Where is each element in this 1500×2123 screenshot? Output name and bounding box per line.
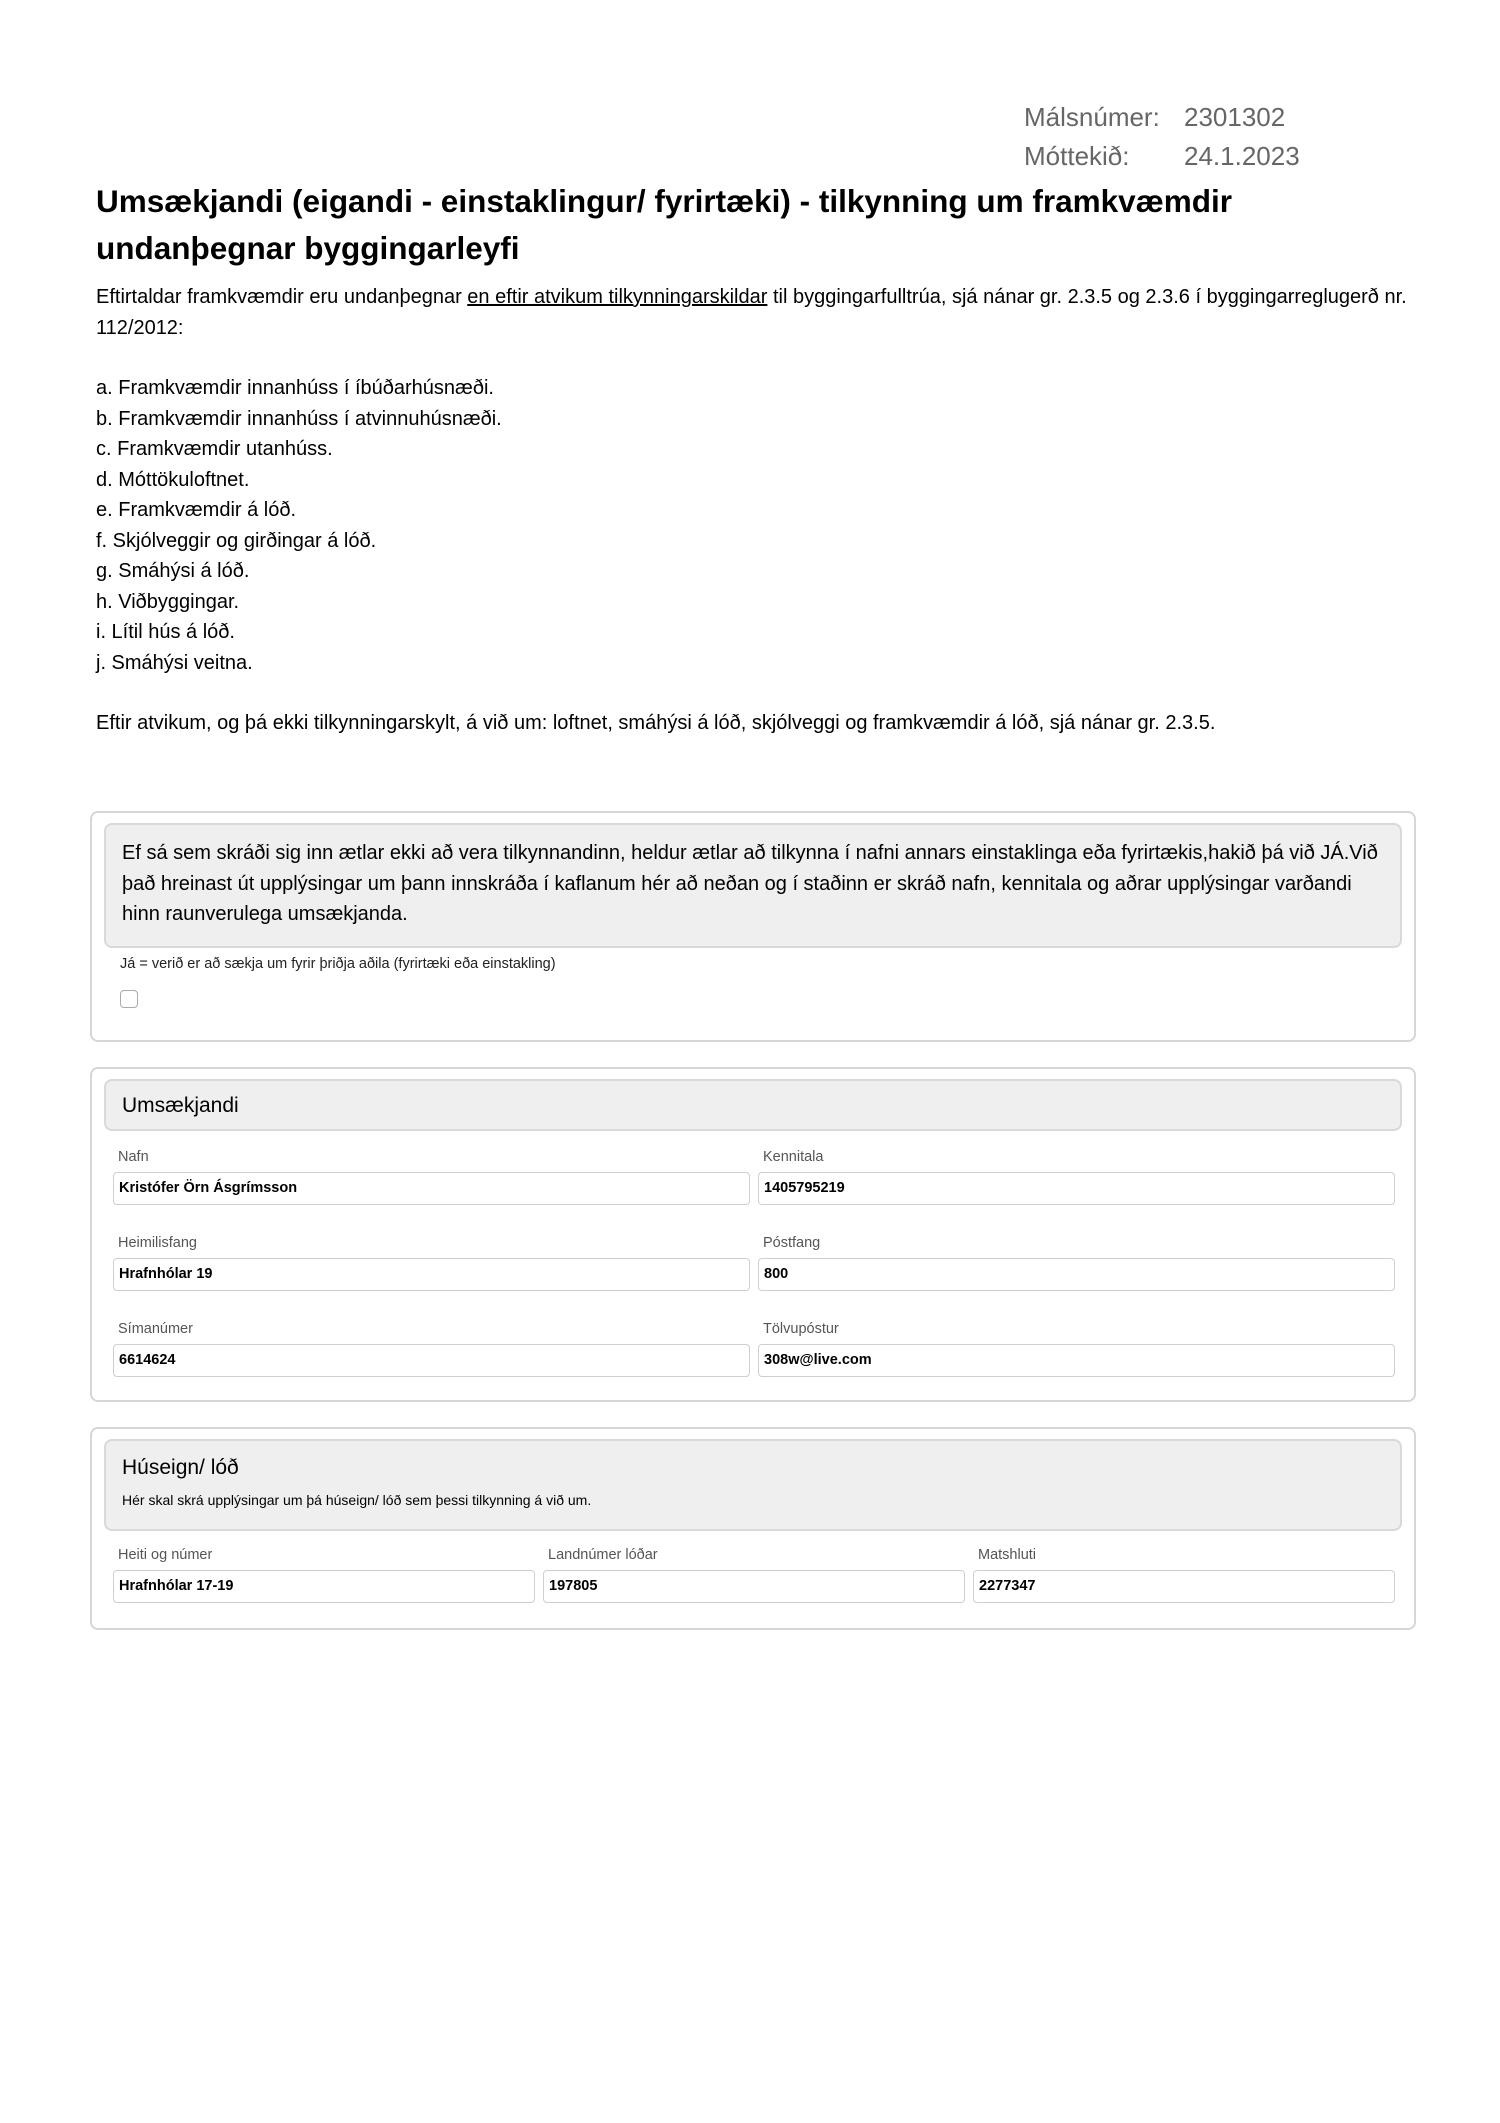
applicant-email-field [758,1321,1395,1377]
notice-text: Ef sá sem skráði sig inn ætlar ekki að vera tilkynnandinn, heldur ætlar að tilkynna í nafni annars einstaklinga eða fyrirtækis,hakið þá við JÁ.Við það hreinast út upplýsingar um þann innskráða í kaflanum hér að neðan og í staðinn er skráð nafn, kennitala og aðrar upplýsingar varðandi hinn raunverulega umsækjanda. [122,842,1378,925]
land-number-field [543,1547,965,1603]
applicant-postal-label: Póstfang [763,1235,821,1251]
applicant-panel [90,1067,1416,1402]
list-item: i. Lítil hús á lóð. [96,621,235,643]
case-number-value: 2301302 [1184,102,1286,132]
intro-footer: Eftir atvikum, og þá ekki tilkynningarskylt, á við um: loftnet, smáhýsi á lóð, skjólveggi og framkvæmdir á lóð, sjá nánar gr. 2.3.5. [96,712,1216,734]
applicant-name-field [113,1149,750,1205]
property-name-field [113,1547,535,1603]
property-title: Húseign/ lóð [122,1456,239,1479]
intro-section [96,282,1416,739]
property-header [104,1439,1402,1531]
property-name-input[interactable]: Hrafnhólar 17-19 [113,1570,535,1603]
applicant-phone-label: Símanúmer [118,1321,193,1337]
applicant-ssn-label: Kennitala [763,1149,824,1165]
property-name-label: Heiti og númer [118,1547,213,1563]
list-item: g. Smáhýsi á lóð. [96,560,250,582]
list-item: c. Framkvæmdir utanhúss. [96,438,333,460]
property-panel [90,1427,1416,1630]
applicant-title: Umsækjandi [122,1094,239,1117]
land-number-input[interactable]: 197805 [543,1570,965,1603]
land-number-label: Landnúmer lóðar [548,1547,658,1563]
assessment-part-input[interactable]: 2277347 [973,1570,1395,1603]
applicant-ssn-field [758,1149,1395,1205]
third-party-checkbox-label: Já = verið er að sækja um fyrir þriðja aðila (fyrirtæki eða einstakling) [120,956,556,972]
intro-underlined-text: en eftir atvikum tilkynningarskildar [467,286,768,308]
applicant-address-label: Heimilisfang [118,1235,197,1251]
page-title: Umsækjandi (eigandi - einstaklingur/ fyrirtæki) - tilkynning um framkvæmdir undanþegnar byggingarleyfi [96,183,1232,266]
assessment-part-field [973,1547,1395,1603]
list-item: d. Móttökuloftnet. [96,468,250,491]
applicant-email-label: Tölvupóstur [763,1321,839,1337]
applicant-name-label: Nafn [118,1149,149,1165]
received-date-label: Móttekið: [1024,141,1130,171]
third-party-notice [104,823,1402,948]
case-number-label: Málsnúmer: [1024,102,1160,132]
applicant-address-input[interactable]: Hrafnhólar 19 [113,1258,750,1291]
intro-text-after: til byggingarfulltrúa, sjá nánar gr. 2.3.5 og 2.3.6 í byggingarreglugerð nr. 112/2012: [96,286,1407,339]
intro-paragraph [96,282,1416,343]
list-item: f. Skjólveggir og girðingar á lóð. [96,529,377,552]
applicant-header [104,1079,1402,1131]
list-item: e. Framkvæmdir á lóð. [96,499,297,521]
case-number-row [1024,98,1300,137]
applicant-address-field [113,1235,750,1291]
list-item: h. Viðbyggingar. [96,590,240,613]
list-item: b. Framkvæmdir innanhúss í atvinnuhúsnæði. [96,407,502,430]
exempt-works-list [96,373,1416,678]
applicant-email-input[interactable]: 308w@live.com [758,1344,1395,1377]
applicant-postal-input[interactable]: 800 [758,1258,1395,1291]
list-item: j. Smáhýsi veitna. [96,651,253,674]
third-party-panel [90,811,1416,1042]
applicant-phone-input[interactable]: 6614624 [113,1344,750,1377]
applicant-ssn-input[interactable]: 1405795219 [758,1172,1395,1205]
received-date-row [1024,137,1300,176]
applicant-postal-field [758,1235,1395,1291]
property-subtitle: Hér skal skrá upplýsingar um þá húseign/ lóð sem þessi tilkynning á við um. [122,1492,592,1508]
case-meta [1024,98,1300,176]
intro-text-before: Eftirtaldar framkvæmdir eru undanþegnar [96,286,468,308]
list-item: a. Framkvæmdir innanhúss í íbúðarhúsnæði. [96,377,494,399]
assessment-part-label: Matshluti [978,1547,1037,1563]
received-date-value: 24.1.2023 [1184,141,1300,171]
applicant-phone-field [113,1321,750,1377]
applicant-name-input[interactable]: Kristófer Örn Ásgrímsson [113,1172,750,1205]
third-party-checkbox[interactable] [120,990,138,1008]
